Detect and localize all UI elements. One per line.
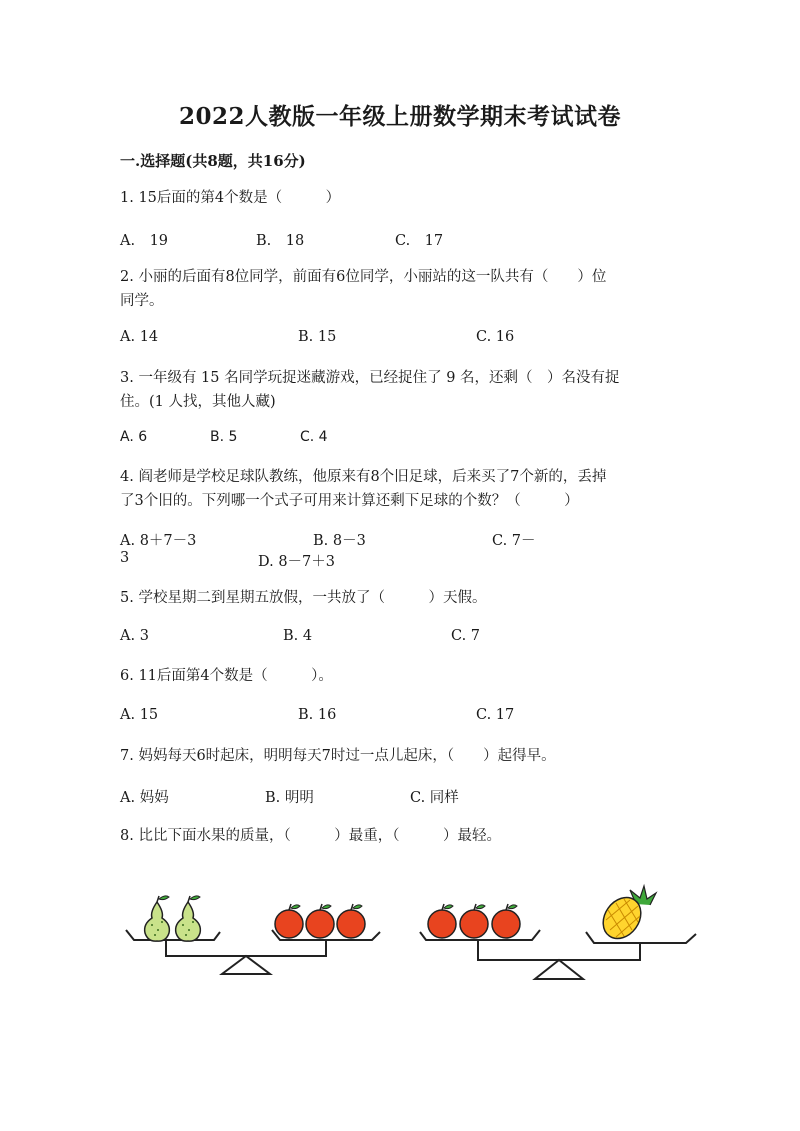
q6-option-b[interactable]: B. 16	[298, 707, 337, 723]
apple-icon	[275, 904, 303, 938]
q3-option-a[interactable]: A. 6	[120, 429, 148, 445]
question-8: 8. 比比下面水果的质量，（ ）最重，（ ）最轻。	[120, 828, 501, 844]
q3-option-c[interactable]: C. 4	[300, 429, 328, 445]
q4-option-b[interactable]: B. 8－3	[313, 533, 366, 549]
question-6: 6. 11后面第4个数是（ ）。	[120, 668, 333, 684]
question-4-line-2: 了3个旧的。下列哪一个式子可用来计算还剩下足球的个数？（ ）	[120, 493, 579, 509]
q7-option-b[interactable]: B. 明明	[265, 790, 314, 806]
page-title: 2022人教版一年级上册数学期末考试试卷	[178, 103, 621, 130]
left-scale-left-pan	[126, 930, 220, 940]
right-balance-scale	[420, 930, 696, 979]
question-1: 1. 15后面的第4个数是（ ）	[120, 190, 341, 206]
q4-option-d[interactable]: D. 8－7＋3	[258, 554, 336, 570]
right-scale-right-pan	[586, 932, 696, 943]
pear-icon	[176, 896, 201, 941]
apple-icon	[306, 904, 334, 938]
q7-option-a[interactable]: A. 妈妈	[120, 790, 169, 806]
q4-option-c-continued[interactable]: 3	[120, 550, 130, 566]
q2-option-a[interactable]: A. 14	[120, 329, 159, 345]
q1-option-c[interactable]: C. 17	[395, 233, 444, 249]
left-scale-beam	[166, 940, 326, 956]
pineapple-icon	[595, 886, 656, 946]
q2-option-b[interactable]: B. 15	[298, 329, 337, 345]
pear-icon	[145, 896, 170, 941]
right-scale-fulcrum	[535, 960, 583, 979]
q5-option-a[interactable]: A. 3	[120, 628, 149, 644]
apple-icon	[428, 904, 456, 938]
q6-option-c[interactable]: C. 17	[476, 707, 515, 723]
q7-option-c[interactable]: C. 同样	[410, 790, 459, 806]
left-scale-fulcrum	[222, 956, 270, 974]
question-2-line-2: 同学。	[120, 293, 164, 309]
q2-option-c[interactable]: C. 16	[476, 329, 515, 345]
q6-option-a[interactable]: A. 15	[120, 707, 159, 723]
apple-icon	[492, 904, 520, 938]
question-2-line-1: 2. 小丽的后面有8位同学，前面有6位同学，小丽站的这一队共有（ ）位	[120, 269, 607, 285]
question-3-line-2: 住。(1 人找，其他人藏)	[120, 394, 276, 410]
q4-option-c[interactable]: C. 7－	[492, 533, 536, 549]
question-5: 5. 学校星期二到星期五放假，一共放了（ ）天假。	[120, 590, 487, 606]
question-3-line-1: 3. 一年级有 15 名同学玩捉迷藏游戏，已经捉住了 9 名，还剩（ ）名没有捉	[120, 370, 620, 386]
q1-option-a[interactable]: A. 19	[120, 233, 169, 249]
question-7: 7. 妈妈每天6时起床，明明每天7时过一点儿起床，（ ）起得早。	[120, 748, 556, 764]
q3-option-b[interactable]: B. 5	[210, 429, 238, 445]
q5-option-b[interactable]: B. 4	[283, 628, 313, 644]
question-4-line-1: 4. 阎老师是学校足球队教练，他原来有8个旧足球，后来买了7个新的，丢掉	[120, 469, 607, 485]
q5-option-c[interactable]: C. 7	[451, 628, 481, 644]
q4-option-a[interactable]: A. 8＋7－3	[120, 533, 197, 549]
q1-option-b[interactable]: B. 18	[256, 233, 305, 249]
apple-icon	[460, 904, 488, 938]
section-heading: 一.选择题(共8题，共16分)	[120, 152, 306, 170]
apple-icon	[337, 904, 365, 938]
